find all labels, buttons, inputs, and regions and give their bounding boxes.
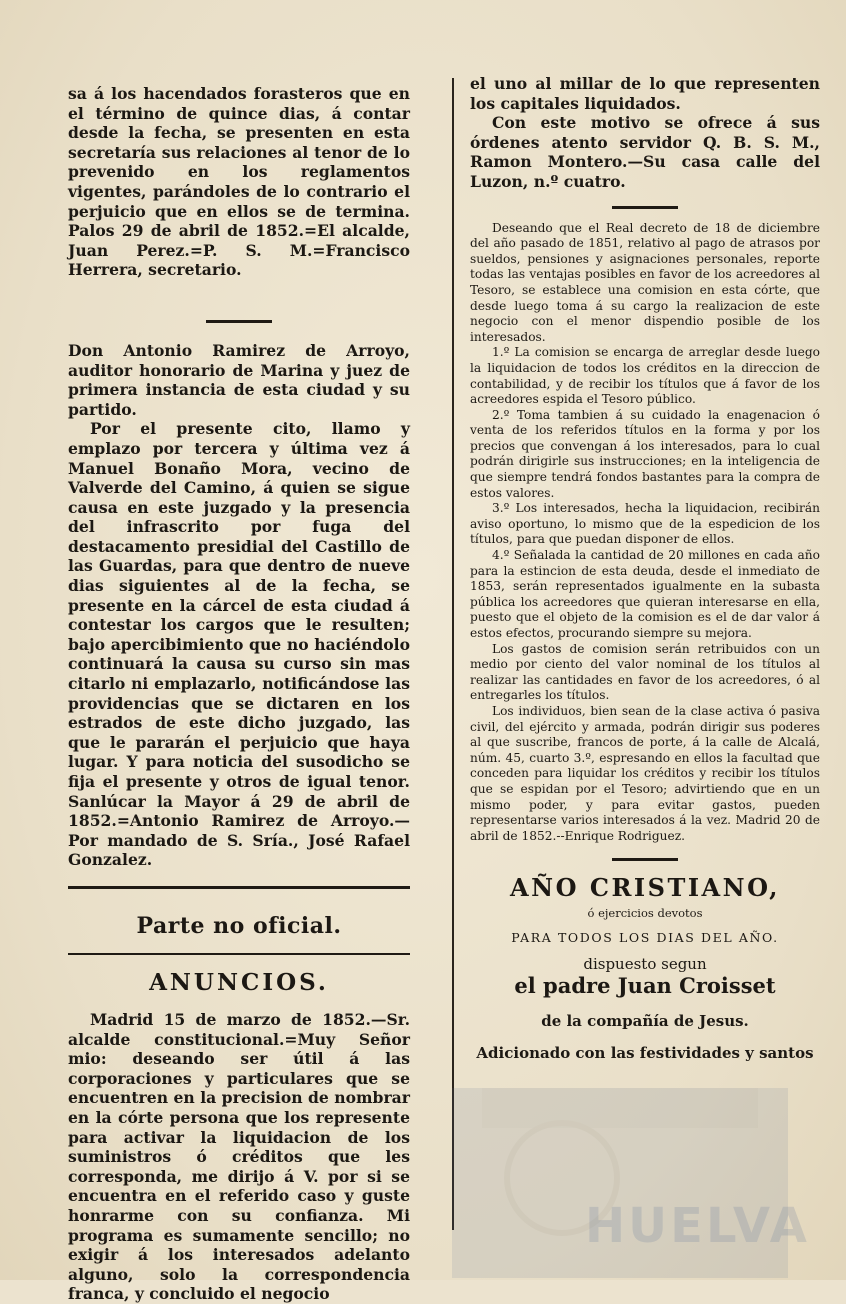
book-company: de la compañía de Jesus. [541,1012,749,1031]
section-title: Parte no oficial. [136,912,342,939]
archive-watermark-text: HUELVA [585,1198,810,1254]
ad-letter-madrid: Madrid 15 de marzo de 1852.—Sr. alcalde constitucional.=Muy Señor mio: deseando ser útil á las corporaciones y particulares que se encuentren en la precision de nombrar en la córte persona que los represente para activar la liquidacion de los suministros ó créditos que les corresponda, me dirijo á V. por si se encuentra en el referido caso y guste honrarme con su confianza. Mi programa es sumamente sencillo; no exigir á los interesados adelanto alguno, solo la correspondencia franca, y concluido el negocio [68,1009,410,1304]
decree-item-3: 3.º Los interesados, hecha la liquidacion, recibirán aviso oportuno, lo mismo que de la espedicion de los títulos, para que puedan disponer de ellos. [470,501,820,547]
book-arranged: dispuesto segun [583,955,707,974]
book-author: el padre Juan Croisset [514,973,776,999]
decree-intro: Deseando que el Real decreto de 18 de diciembre del año pasado de 1851, relativo al pago de atrasos por sueldos, pensiones y asignaciones personales, reporte todas las ventajas posibles en favor de los acreedores al Tesoro, se establece una comision en esta córte, que desde luego toma á su cargo la realizacion de este negocio con el menor dispendio posible de los interesados. [470,220,820,344]
judge-heading: Don Antonio Ramirez de Arroyo, auditor honorario de Marina y juez de primera instancia de esta ciudad y su partido. [68,340,410,419]
left-column [68,84,410,1304]
letter-continuation: el uno al millar de lo que representen los capitales liquidados. [470,74,820,113]
book-days: PARA TODOS LOS DIAS DEL AÑO. [511,930,779,946]
decree-item-4: 4.º Señalada la cantidad de 20 millones en cada año para la estincion de esta deuda, desde el inmediato de 1853, serán representados igualmente en la subasta pública los acreedores que quieran interesarse en ella, puesto que el objeto de la comision es el de dar valor á estos efectos, procurando siempre su mejora. [470,548,820,640]
right-column [470,74,820,1062]
decree-powers: Los individuos, bien sean de la clase activa ó pasiva civil, del ejército y armada, podrán dirigir sus poderes al que suscribe, francos de porte, á la calle de Alcalá, núm. 45, cuarto 3.º, espresando en ellos la facultad que conceden para liquidar los créditos y recibir los títulos que se espidan por el Tesoro; advirtiendo que en un mismo poder, y para evitar gastos, pueden representarse varios interesados á la vez. Madrid 20 de abril de 1852.--Enrique Rodriguez. [470,703,820,843]
book-title: AÑO CRISTIANO, [510,873,780,903]
notice-palos: sa á los hacendados forasteros que en el término de quince dias, á contar desde la fecha, se presenten en esta secretaría sus relaciones al tenor de lo prevenido en los reglamentos vigentes, parándoles de lo contrario el perjuicio que en ellos se de termina. Palos 29 de abril de 1852.=El alcalde, Juan Perez.=P. S. M.=Francisco Herrera, secretario. [68,84,410,280]
edict-body: Por el presente cito, llamo y emplazo por tercera y última vez á Manuel Bonaño Mora, vecino de Valverde del Camino, á quien se sigue causa en este juzgado y la presencia del infrascrito por fuga del destacamento presidial del Castillo de las Guardas, para que dentro de nueve dias siguientes al de la fecha, se presente en la cárcel de esta ciudad á contestar los cargos que le resulten; bajo apercibimiento que no haciéndolo continuará la causa su curso sin mas citarlo ni emplazarlo, notificándose las providencias que se dictaren en los estrados de este dicho juzgado, las que le pararán el perjuicio que haya lugar. Y para noticia del susodicho se fija el presente y otros de igual tenor. Sanlúcar la Mayor á 29 de abril de 1852.=Antonio Ramirez de Arroyo.—Por mandado de S. Sría., José Rafael Gonzalez. [68,419,410,870]
letter-signature: Con este motivo se ofrece á sus órdenes atento servidor Q. B. S. M., Ramon Montero.—Su casa calle del Luzon, n.º cuatro. [470,113,820,191]
decree-item-1: 1.º La comision se encarga de arreglar desde luego la liquidacion de todos los créditos en la direccion de contabilidad, y de recibir los títulos que á favor de los acreedores espida el Tesoro público. [470,345,820,407]
decree-fees: Los gastos de comision serán retribuidos con un medio por ciento del valor nominal de los títulos al realizar las cantidades en favor de los acreedores, ó al entregarles los títulos. [470,641,820,703]
column-divider [452,78,454,1230]
ads-title: ANUNCIOS. [149,968,329,996]
decree-item-2: 2.º Toma tambien á su cuidado la enagenacion ó venta de los referidos títulos en la forma y por los precios que convengan á los interesados, para lo cual podrán dirigirle sus instrucciones; en la inteligencia de que siempre tendrá fondos bastantes para la compra de estos valores. [470,407,820,500]
book-subtitle: ó ejercicios devotos [587,906,703,921]
book-added: Adicionado con las festividades y santos [476,1044,814,1063]
